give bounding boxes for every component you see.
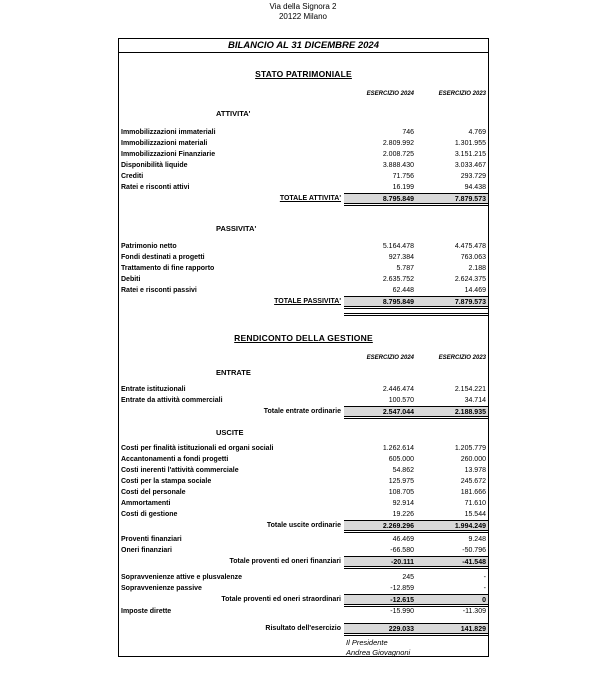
row-label: Sopravvenienze attive e plusvalenze — [121, 574, 242, 581]
total-label: Totale proventi ed oneri straordinari — [221, 596, 341, 603]
total-band — [344, 594, 488, 605]
total-label: TOTALE ATTIVITA' — [279, 195, 341, 202]
row-value-2023: 15.544 — [464, 511, 486, 518]
row-label: Proventi finanziari — [121, 536, 182, 543]
letterhead — [0, 2, 606, 22]
statement-row — [119, 583, 488, 594]
row-value-2024: 2.446.474 — [382, 386, 414, 393]
address-line-2: 20122 Milano — [278, 12, 328, 21]
row-label: Patrimonio netto — [121, 243, 177, 250]
statement-row — [119, 274, 488, 285]
row-label: Imposte dirette — [121, 608, 172, 615]
risultato-row — [119, 623, 488, 634]
row-label: Costi di gestione — [121, 511, 178, 518]
total-value-2024: 2.269.296 — [382, 523, 414, 530]
signature-name: Andrea Giovagnoni — [346, 648, 411, 657]
total-value-2024: -12.615 — [390, 597, 414, 604]
total-label: Totale entrate ordinarie — [263, 408, 341, 415]
row-value-2023: 4.769 — [468, 129, 486, 136]
total-label: Totale uscite ordinarie — [266, 522, 341, 529]
row-value-2023: 9.248 — [468, 536, 486, 543]
row-label: Trattamento di fine rapporto — [121, 265, 215, 272]
row-value-2024: -15.990 — [390, 608, 414, 615]
row-label: Debiti — [121, 276, 141, 283]
row-value-2023: 1.205.779 — [454, 445, 486, 452]
row-value-2023: 763.063 — [460, 254, 486, 261]
total-label: TOTALE PASSIVITA' — [274, 298, 341, 305]
row-value-2023: 245.672 — [460, 478, 486, 485]
statement-row — [119, 252, 488, 263]
row-value-2024: 54.862 — [392, 467, 414, 474]
row-value-2024: 2.809.992 — [382, 140, 414, 147]
row-value-2024: 746 — [402, 129, 414, 136]
row-value-2024: -12.859 — [390, 585, 414, 592]
row-label: Fondi destinati a progetti — [121, 254, 205, 261]
totale-finanziari-row — [119, 556, 488, 567]
totale-straordinari-row — [119, 594, 488, 605]
section-attivita: ATTIVITA' — [216, 109, 251, 118]
document-title: BILANCIO AL 31 DICEMBRE 2024 — [119, 39, 488, 53]
row-label: Costi per la stampa sociale — [121, 478, 212, 485]
statement-row — [119, 395, 488, 406]
column-header-2024: ESERCIZIO 2024 — [366, 355, 414, 361]
column-header-2023: ESERCIZIO 2023 — [438, 91, 486, 97]
total-value-2023: 7.879.573 — [454, 196, 486, 203]
stato-patrimoniale-heading: STATO PATRIMONIALE — [255, 69, 352, 79]
total-band — [344, 406, 488, 417]
total-label: Risultato dell'esercizio — [265, 625, 341, 632]
row-value-2023: 293.729 — [460, 173, 486, 180]
row-value-2024: 108.705 — [388, 489, 414, 496]
total-value-2023: 1.994.249 — [454, 523, 486, 530]
statement-row — [119, 138, 488, 149]
rendiconto-heading: RENDICONTO DELLA GESTIONE — [234, 333, 373, 343]
statement-row — [119, 171, 488, 182]
row-value-2023: - — [483, 574, 486, 581]
row-value-2023: 3.151.215 — [454, 151, 486, 158]
statement-row — [119, 182, 488, 193]
row-value-2023: 94.438 — [464, 184, 486, 191]
total-band — [344, 623, 488, 634]
straordinari-rows — [119, 572, 488, 594]
total-value-2023: 2.188.935 — [454, 409, 486, 416]
row-label: Ammortamenti — [121, 500, 171, 507]
row-value-2024: 3.888.430 — [382, 162, 414, 169]
row-value-2024: 1.262.614 — [382, 445, 414, 452]
row-value-2023: 3.033.467 — [454, 162, 486, 169]
row-value-2024: 100.570 — [388, 397, 414, 404]
column-header-2024: ESERCIZIO 2024 — [366, 91, 414, 97]
attivita-rows — [119, 127, 488, 193]
row-value-2023: 181.666 — [460, 489, 486, 496]
statement-row — [119, 606, 488, 617]
row-value-2023: 2.154.221 — [454, 386, 486, 393]
statement-row — [119, 498, 488, 509]
row-value-2023: 4.475.478 — [454, 243, 486, 250]
row-label: Sopravvenienze passive — [121, 585, 202, 592]
row-value-2024: 125.975 — [388, 478, 414, 485]
statement-row — [119, 509, 488, 520]
row-value-2024: 46.469 — [392, 536, 414, 543]
row-label: Immobilizzazioni Finanziarie — [121, 151, 216, 158]
row-value-2023: 2.188 — [468, 265, 486, 272]
row-label: Accantonamenti a fondi progetti — [121, 456, 229, 463]
row-value-2023: 2.624.375 — [454, 276, 486, 283]
row-label: Ratei e risconti attivi — [121, 184, 190, 191]
row-label: Ratei e risconti passivi — [121, 287, 197, 294]
statement-row — [119, 285, 488, 296]
row-label: Crediti — [121, 173, 144, 180]
totale-passivita-row — [119, 296, 488, 307]
row-value-2023: 260.000 — [460, 456, 486, 463]
row-value-2023: -11.309 — [462, 608, 486, 615]
statement-row — [119, 572, 488, 583]
row-label: Immobilizzazioni materiali — [121, 140, 208, 147]
row-value-2023: 14.469 — [464, 287, 486, 294]
row-label: Entrate da attività commerciali — [121, 397, 223, 404]
column-header-row — [119, 354, 488, 363]
statement-row — [119, 545, 488, 556]
section-entrate: ENTRATE — [216, 368, 251, 377]
row-value-2024: -66.580 — [390, 547, 414, 554]
statement-row — [119, 384, 488, 395]
address-line-1: Via della Signora 2 — [269, 2, 337, 11]
row-value-2023: - — [483, 585, 486, 592]
row-value-2024: 5.787 — [396, 265, 414, 272]
signature-block — [346, 638, 488, 657]
section-closing-rule — [344, 313, 488, 316]
total-value-2023: 7.879.573 — [454, 299, 486, 306]
passivita-rows — [119, 241, 488, 296]
totale-uscite-row — [119, 520, 488, 531]
section-uscite: USCITE — [216, 428, 244, 437]
total-value-2024: 2.547.044 — [382, 409, 414, 416]
total-band — [344, 193, 488, 204]
total-band — [344, 296, 488, 307]
statement-row — [119, 534, 488, 545]
row-label: Costi inerenti l'attività commerciale — [121, 467, 239, 474]
row-value-2024: 71.756 — [392, 173, 414, 180]
statement-row — [119, 465, 488, 476]
row-label: Disponibilità liquide — [121, 162, 188, 169]
total-value-2024: 8.795.849 — [382, 196, 414, 203]
total-value-2023: 141.829 — [460, 626, 486, 633]
total-band — [344, 520, 488, 531]
totale-attivita-row — [119, 193, 488, 204]
finanziari-rows — [119, 534, 488, 556]
row-value-2023: -50.796 — [462, 547, 486, 554]
total-value-2024: 8.795.849 — [382, 299, 414, 306]
totale-entrate-row — [119, 406, 488, 417]
statement-row — [119, 263, 488, 274]
row-value-2023: 71.610 — [464, 500, 486, 507]
total-value-2023: -41.548 — [462, 559, 486, 566]
row-value-2023: 1.301.955 — [454, 140, 486, 147]
statement-row — [119, 443, 488, 454]
row-value-2024: 2.008.725 — [382, 151, 414, 158]
signature-role: Il Presidente — [346, 638, 388, 647]
row-value-2024: 19.226 — [392, 511, 414, 518]
section-passivita: PASSIVITA' — [216, 224, 257, 233]
row-label: Costi del personale — [121, 489, 186, 496]
balance-sheet-document — [118, 38, 489, 657]
row-value-2024: 62.448 — [392, 287, 414, 294]
row-value-2024: 927.384 — [388, 254, 414, 261]
entrate-rows — [119, 384, 488, 406]
total-value-2024: 229.033 — [388, 626, 414, 633]
statement-row — [119, 476, 488, 487]
row-label: Immobilizzazioni immateriali — [121, 129, 216, 136]
column-header-2023: ESERCIZIO 2023 — [438, 355, 486, 361]
uscite-rows — [119, 443, 488, 520]
total-band — [344, 556, 488, 567]
row-label: Entrate istituzionali — [121, 386, 186, 393]
statement-row — [119, 127, 488, 138]
row-value-2023: 13.978 — [464, 467, 486, 474]
row-value-2024: 605.000 — [388, 456, 414, 463]
row-value-2024: 16.199 — [392, 184, 414, 191]
row-label: Oneri finanziari — [121, 547, 172, 554]
row-label: Costi per finalità istituzionali ed organi sociali — [121, 445, 274, 452]
row-value-2024: 5.164.478 — [382, 243, 414, 250]
statement-row — [119, 454, 488, 465]
statement-row — [119, 149, 488, 160]
total-value-2023: 0 — [482, 597, 486, 604]
statement-row — [119, 241, 488, 252]
row-value-2024: 2.635.752 — [382, 276, 414, 283]
row-value-2023: 34.714 — [464, 397, 486, 404]
column-header-row — [119, 90, 488, 99]
total-label: Totale proventi ed oneri finanziari — [229, 558, 341, 565]
imposte-rows — [119, 606, 488, 617]
statement-row — [119, 160, 488, 171]
statement-row — [119, 487, 488, 498]
row-value-2024: 92.914 — [392, 500, 414, 507]
row-value-2024: 245 — [402, 574, 414, 581]
total-value-2024: -20.111 — [391, 559, 414, 566]
